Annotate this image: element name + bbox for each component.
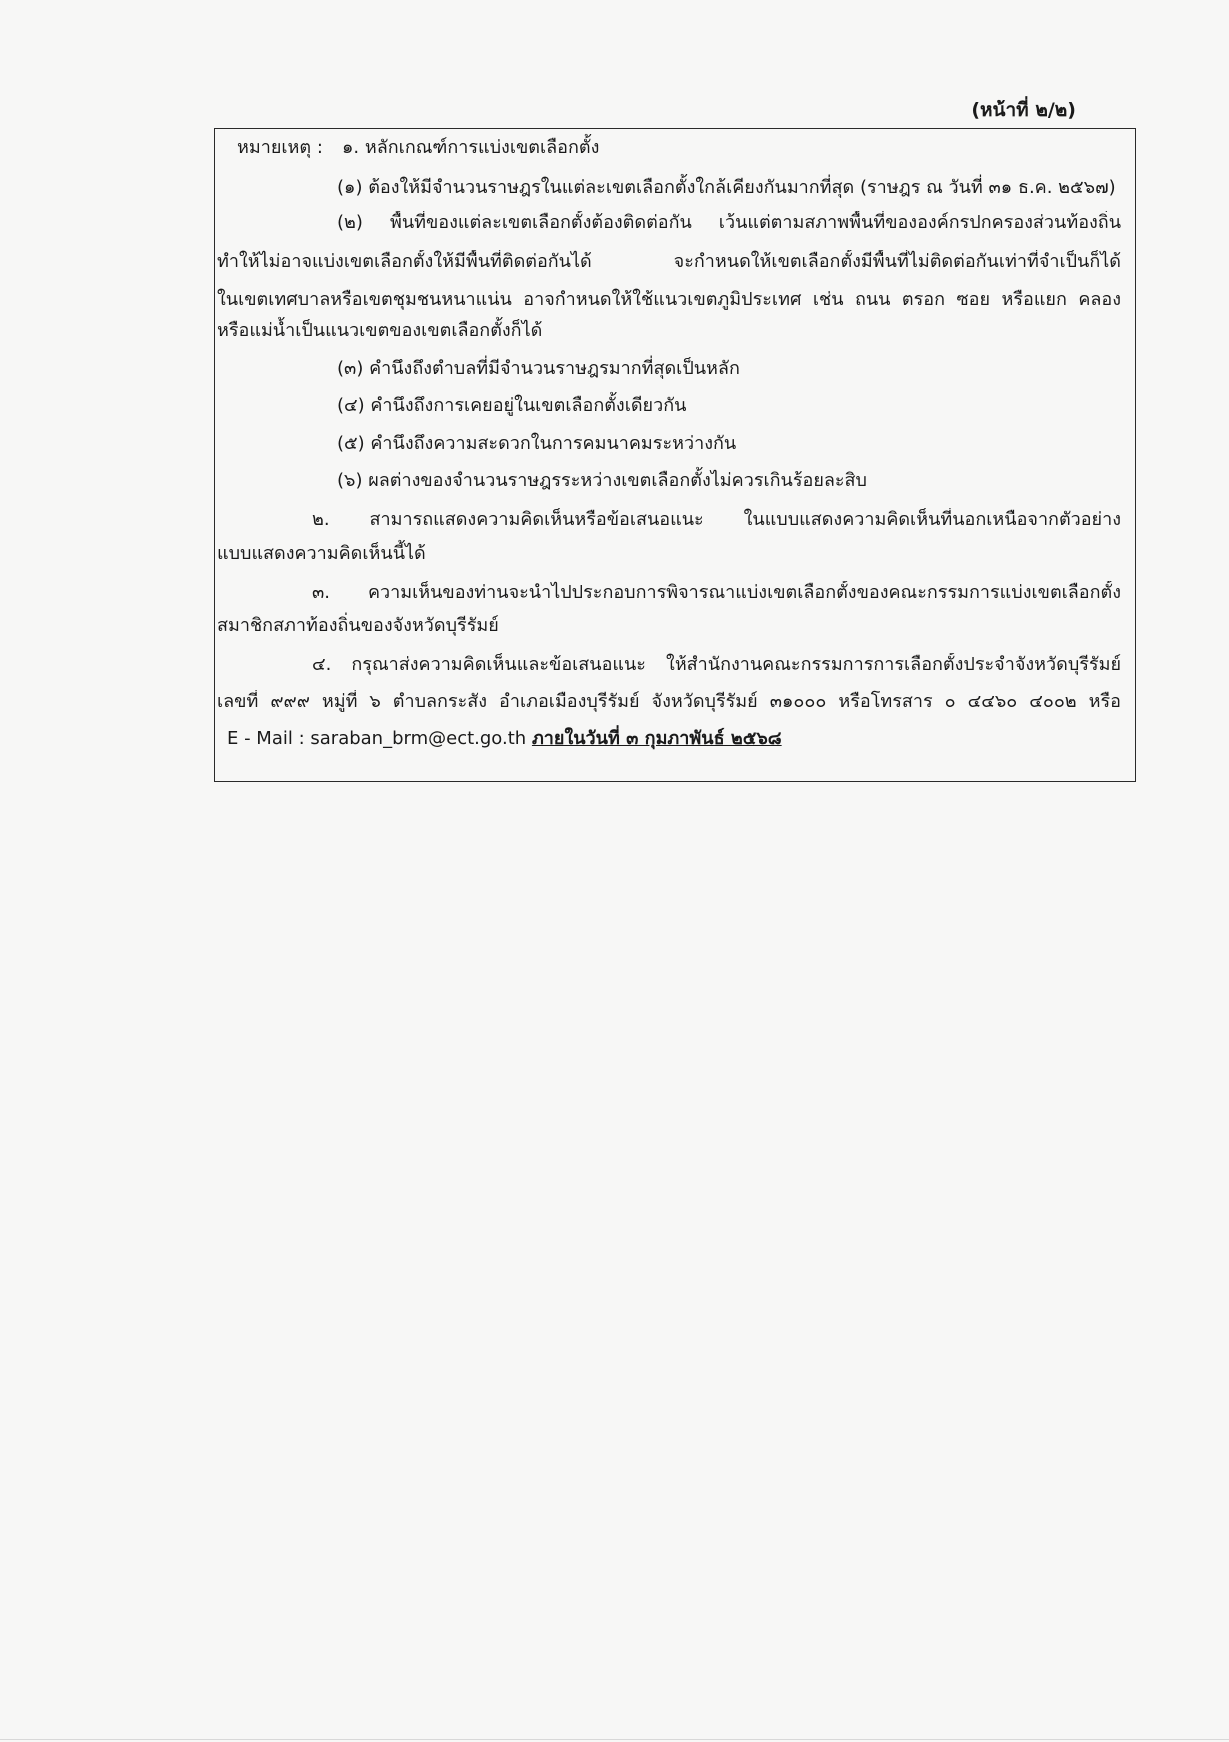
criterion-4: (๔) คำนึงถึงการเคยอยู่ในเขตเลือกตั้งเดียวกัน <box>337 395 687 416</box>
criterion-2-line-2: ทำให้ไม่อาจแบ่งเขตเลือกตั้งให้มีพื้นที่ติดต่อกันได้ จะกำหนดให้เขตเลือกตั้งมีพื้นที่ไม่ติดต่อกันเท่าที่จำเป็นก็ได้ <box>217 251 1121 272</box>
page-number: (หน้าที่ ๒/๒) <box>971 99 1076 121</box>
criterion-2-line-3: ในเขตเทศบาลหรือเขตชุมชนหนาแน่น อาจกำหนดให้ใช้แนวเขตภูมิประเทศ เช่น ถนน ตรอก ซอย หรือแยก คลอง <box>217 289 1121 310</box>
item-4-line-3 <box>227 727 782 751</box>
item-2-line-1: ๒. สามารถแสดงความคิดเห็นหรือข้อเสนอแนะ ในแบบแสดงความคิดเห็นที่นอกเหนือจากตัวอย่าง <box>312 509 1121 530</box>
criterion-5: (๕) คำนึงถึงความสะดวกในการคมนาคมระหว่างกัน <box>337 433 737 454</box>
criterion-6: (๖) ผลต่างของจำนวนราษฎรระหว่างเขตเลือกตั้งไม่ควรเกินร้อยละสิบ <box>337 470 867 491</box>
criterion-2-line-4: หรือแม่น้ำเป็นแนวเขตของเขตเลือกตั้งก็ได้ <box>217 320 543 341</box>
item-4-line-2: เลขที่ ๙๙๙ หมู่ที่ ๖ ตำบลกระสัง อำเภอเมืองบุรีรัมย์ จังหวัดบุรีรัมย์ ๓๑๐๐๐ หรือโทรสาร ๐ ๔๔๖๐ ๔๐๐๒ หรือ <box>217 691 1121 712</box>
criterion-1: (๑) ต้องให้มีจำนวนราษฎรในแต่ละเขตเลือกตั้งใกล้เคียงกันมากที่สุด (ราษฎร ณ วันที่ ๓๑ ธ.ค. ๒๕๖๗) <box>337 177 1116 198</box>
item-3-line-1: ๓. ความเห็นของท่านจะนำไปประกอบการพิจารณาแบ่งเขตเลือกตั้งของคณะกรรมการแบ่งเขตเลือกตั้ง <box>312 582 1121 603</box>
item-3-line-2: สมาชิกสภาท้องถิ่นของจังหวัดบุรีรัมย์ <box>217 615 499 636</box>
note-label: หมายเหตุ : <box>237 137 323 158</box>
criterion-2-line-1: (๒) พื้นที่ของแต่ละเขตเลือกตั้งต้องติดต่อกัน เว้นแต่ตามสภาพพื้นที่ขององค์กรปกครองส่วนท้องถิ่น <box>337 212 1121 233</box>
item-4-line-1: ๔. กรุณาส่งความคิดเห็นและข้อเสนอแนะ ให้สำนักงานคณะกรรมการการเลือกตั้งประจำจังหวัดบุรีรัมย์ <box>312 654 1121 675</box>
page-bottom-rule <box>0 1739 1229 1740</box>
deadline-date: ภายในวันที่ ๓ กุมภาพันธ์ ๒๕๖๘ <box>531 728 782 749</box>
note-heading: ๑. หลักเกณฑ์การแบ่งเขตเลือกตั้ง <box>342 137 600 158</box>
item-2-line-2: แบบแสดงความคิดเห็นนี้ได้ <box>217 543 426 564</box>
contact-email: E - Mail : saraban_brm@ect.go.th <box>227 728 527 749</box>
criterion-3: (๓) คำนึงถึงตำบลที่มีจำนวนราษฎรมากที่สุดเป็นหลัก <box>337 358 740 379</box>
